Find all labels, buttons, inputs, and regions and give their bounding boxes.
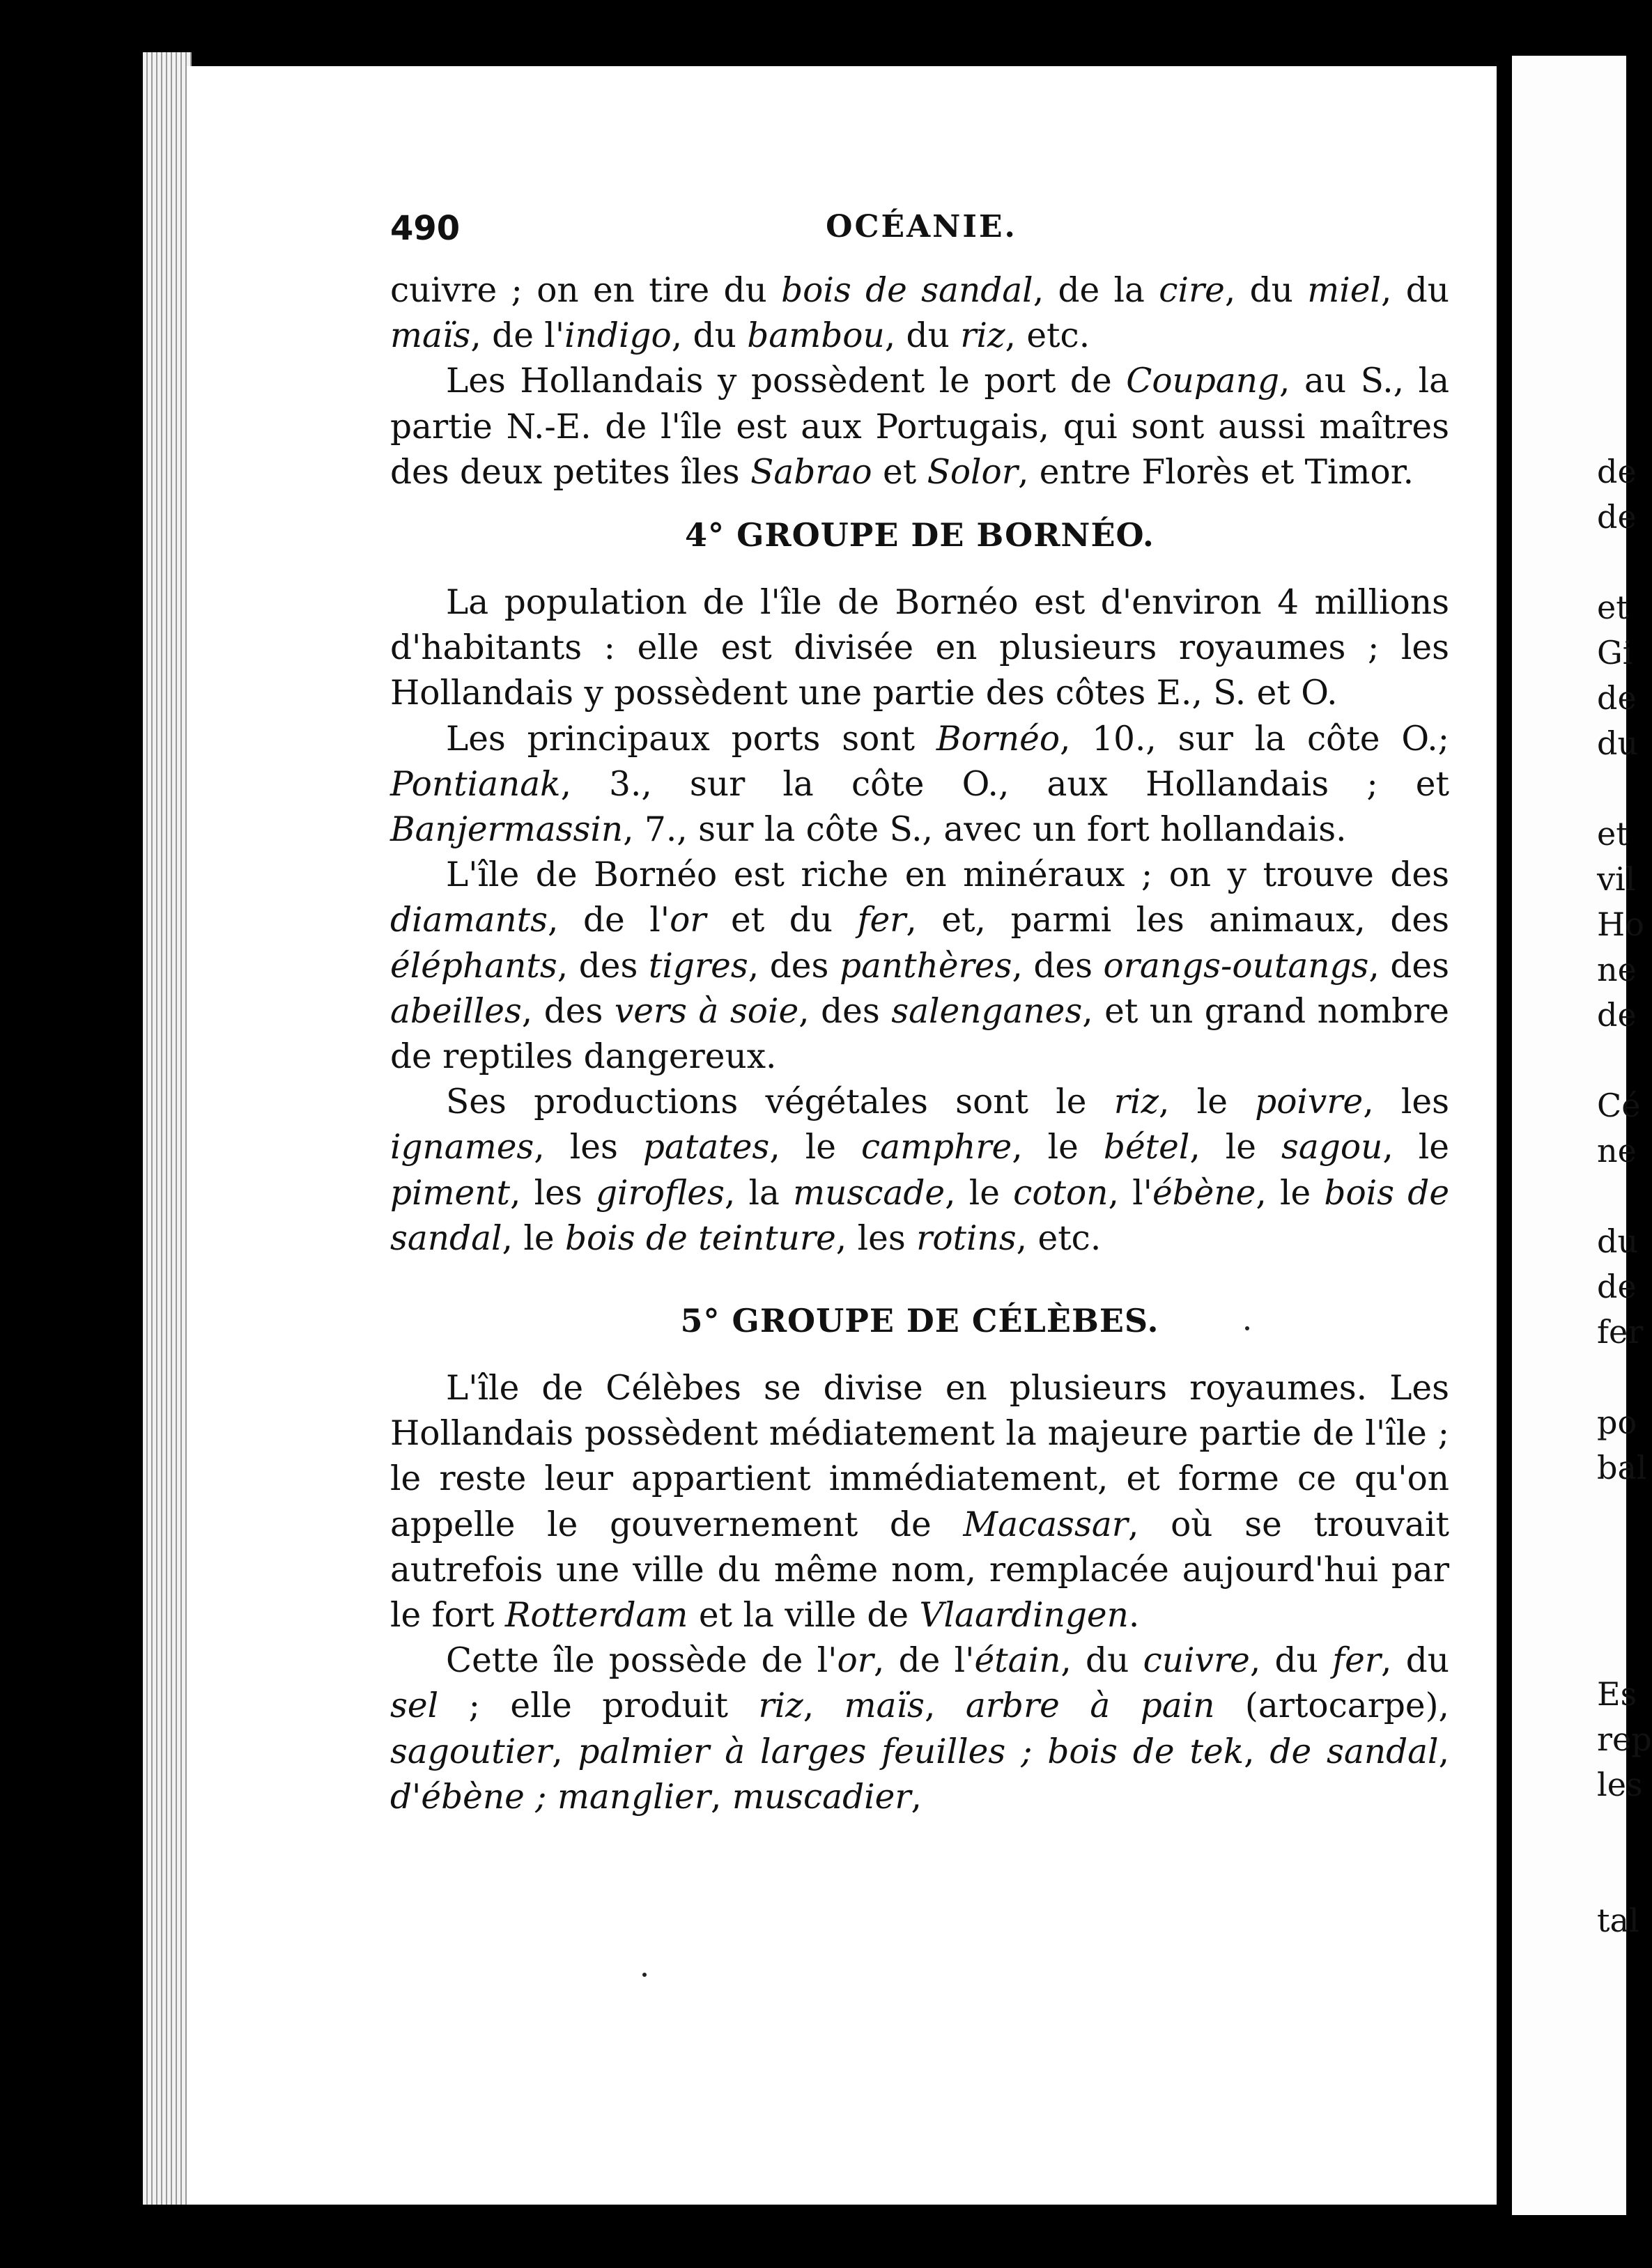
facing-page-fragment: bal	[1597, 1449, 1647, 1486]
section-heading-borneo: 4° GROUPE DE BORNÉO.	[685, 516, 1155, 554]
facing-page-fragment: po	[1597, 1404, 1637, 1441]
facing-page-fragment: vil	[1597, 860, 1636, 898]
book-gutter	[1497, 0, 1512, 2268]
facing-page-fragment: Es	[1597, 1675, 1637, 1713]
facing-page-fragment: Gi	[1597, 634, 1633, 671]
facing-page-fragment: ne	[1597, 951, 1637, 988]
facing-page-edge	[1512, 56, 1652, 2215]
facing-page-fragment: de	[1597, 453, 1637, 490]
page-number: 490	[390, 209, 461, 248]
paragraph-8: Cette île possède de l'or, de l'étain, du cuivre, du fer, du sel ; elle produit riz, maïs, arbre à pain (artocarpe), sagoutier, palmier à larges feuilles ; bois de tek, de sandal, d'ébène ; manglier, muscadier,	[390, 1641, 1449, 1817]
facing-page-fragment: tal	[1597, 1902, 1639, 1939]
facing-page-fragment: de	[1597, 1268, 1637, 1305]
paragraph-3: La population de l'île de Bornéo est d'environ 4 millions d'habitants : elle est divisée en plusieurs royaumes ; les Hollandais y possèdent une partie des côtes E., S. et O.	[390, 583, 1449, 713]
facing-page-fragment: ne	[1597, 1132, 1637, 1170]
facing-page-fragment: et	[1597, 815, 1629, 853]
facing-page-fragment: du	[1597, 1222, 1639, 1260]
paragraph-1: cuivre ; on en tire du bois de sandal, de la cire, du miel, du maïs, de l'indigo, du bambou, du riz, etc.	[390, 271, 1449, 356]
facing-page-fragment: les	[1597, 1766, 1643, 1803]
paragraph-6: Ses productions végétales sont le riz, le poivre, les ignames, les patates, le camphre, le bétel, le sagou, le piment, les girofles, la muscade, le coton, l'ébène, le bois de sandal, le bois de teinture, les rotins, etc.	[390, 1082, 1450, 1258]
paragraph-2: Les Hollandais y possèdent le port de Coupang, au S., la partie N.-E. de l'île est aux Portugais, qui sont aussi maîtres des deux petites îles Sabrao et Solor, entre Florès et Timor.	[390, 362, 1450, 492]
facing-page-fragment: fer	[1597, 1313, 1644, 1351]
running-head	[390, 209, 1453, 258]
facing-page-fragment: Cé	[1597, 1087, 1641, 1124]
book-page-edges	[143, 52, 192, 2205]
facing-page-fragment: de	[1597, 498, 1637, 536]
print-speck	[642, 1973, 647, 1977]
paragraph-5: L'île de Bornéo est riche en minéraux ; on y trouve des diamants, de l'or et du fer, et, parmi les animaux, des éléphants, des tigres, des panthères, des orangs-outangs, des abeilles, des vers à soie, des salenganes, et un grand nombre de reptiles dangereux.	[390, 855, 1450, 1077]
facing-page-fragment: rep	[1597, 1721, 1652, 1758]
running-title: OCÉANIE.	[826, 209, 1017, 244]
facing-page-fragment: de	[1597, 996, 1637, 1034]
paragraph-7: L'île de Célèbes se divise en plusieurs royaumes. Les Hollandais possèdent médiatement la majeure partie de l'île ; le reste leur appartient immédiatement, et forme ce qu'on appelle le gouvernement de Macassar, où se trouvait autrefois une ville du même nom, remplacée aujourd'hui par le fort Rotterdam et la ville de Vlaardingen.	[390, 1369, 1449, 1636]
facing-page-fragment: Ho	[1597, 906, 1644, 943]
text-body	[390, 268, 1449, 1820]
section-heading-celebes: 5° GROUPE DE CÉLÈBES.	[680, 1302, 1159, 1340]
facing-page-fragment: du	[1597, 724, 1639, 762]
paragraph-4: Les principaux ports sont Bornéo, 10., sur la côte O.; Pontianak, 3., sur la côte O., aux Hollandais ; et Banjermassin, 7., sur la côte S., avec un fort hollandais.	[390, 719, 1449, 850]
facing-page-fragment: et	[1597, 589, 1629, 626]
print-speck	[1245, 1326, 1249, 1330]
facing-page-fragment: de	[1597, 679, 1637, 717]
